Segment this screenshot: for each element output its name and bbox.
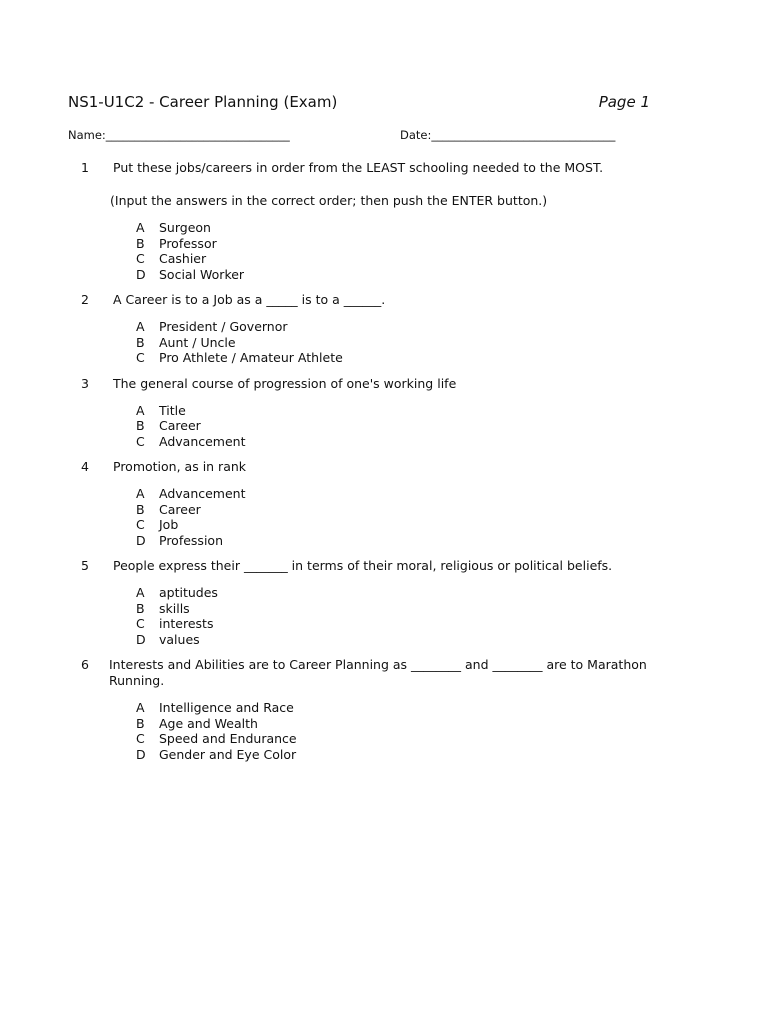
- option-letter: D: [136, 746, 146, 762]
- option-b: [136, 716, 668, 732]
- option-b: [136, 335, 668, 351]
- option-text: Advancement: [159, 433, 246, 449]
- question-number: 1: [81, 160, 89, 175]
- option-c: [136, 731, 668, 747]
- option-letter: B: [136, 418, 145, 433]
- option-letter: A: [136, 486, 145, 501]
- option-a: [136, 319, 668, 335]
- option-text: Cashier: [159, 251, 207, 266]
- question-number: 6: [81, 657, 89, 672]
- option-b: [136, 236, 668, 252]
- option-text: Surgeon: [159, 220, 211, 235]
- question-number: 3: [81, 375, 89, 391]
- option-text: values: [159, 631, 200, 647]
- question-text: Interests and Abilities are to Career Planning as ________ and ________ are to Marathon Running.: [109, 657, 647, 688]
- option-text: Speed and Endurance: [159, 731, 297, 746]
- option-c: [136, 251, 668, 267]
- option-letter: B: [136, 235, 145, 251]
- option-letter: D: [136, 266, 146, 282]
- option-d: [136, 632, 668, 648]
- question-4: [68, 459, 668, 548]
- question-6: [68, 657, 668, 762]
- option-letter: A: [136, 700, 145, 715]
- question-2: [68, 292, 668, 366]
- question-text: The general course of progression of one's working life: [113, 375, 457, 391]
- option-c: [136, 434, 668, 450]
- option-text: Advancement: [159, 486, 246, 501]
- date-field: Date:________________________________: [400, 128, 616, 142]
- option-list: [136, 319, 668, 366]
- option-a: [136, 700, 668, 716]
- option-letter: A: [136, 585, 145, 600]
- option-letter: B: [136, 600, 145, 616]
- option-a: [136, 220, 668, 236]
- option-text: Profession: [159, 532, 223, 548]
- question-note: (Input the answers in the correct order; then push the ENTER button.): [110, 193, 548, 208]
- question-text: People express their _______ in terms of their moral, religious or political beliefs.: [113, 558, 613, 573]
- question-text: Put these jobs/careers in order from the LEAST schooling needed to the MOST.: [113, 160, 604, 175]
- option-c: [136, 616, 668, 632]
- option-text: Age and Wealth: [159, 715, 258, 731]
- option-list: [136, 220, 668, 282]
- option-text: President / Governor: [159, 319, 288, 334]
- option-list: [136, 700, 668, 762]
- question-list: [68, 160, 668, 772]
- option-letter: B: [136, 715, 145, 731]
- option-text: Aunt / Uncle: [159, 334, 236, 350]
- option-d: [136, 267, 668, 283]
- exam-title: NS1-U1C2 - Career Planning (Exam): [68, 93, 338, 111]
- question-number: 5: [81, 558, 89, 573]
- option-text: skills: [159, 600, 190, 616]
- question-number: 2: [81, 292, 89, 307]
- option-letter: C: [136, 616, 145, 631]
- option-c: [136, 350, 668, 366]
- question-3: [68, 376, 668, 450]
- option-letter: A: [136, 402, 145, 418]
- option-letter: C: [136, 517, 145, 532]
- option-text: interests: [159, 616, 214, 631]
- option-letter: B: [136, 501, 145, 517]
- option-b: [136, 502, 668, 518]
- option-text: Pro Athlete / Amateur Athlete: [159, 350, 343, 365]
- option-text: Social Worker: [159, 266, 245, 282]
- option-text: Career: [159, 501, 201, 517]
- option-d: [136, 747, 668, 763]
- option-a: [136, 585, 668, 601]
- question-5: [68, 558, 668, 647]
- option-text: aptitudes: [159, 585, 218, 600]
- option-list: [136, 403, 668, 450]
- option-d: [136, 533, 668, 549]
- question-text: A Career is to a Job as a _____ is to a ______.: [113, 292, 386, 307]
- option-letter: D: [136, 532, 146, 548]
- option-text: Job: [159, 517, 179, 532]
- option-a: [136, 403, 668, 419]
- option-c: [136, 517, 668, 533]
- option-text: Intelligence and Race: [159, 700, 294, 715]
- option-letter: D: [136, 631, 146, 647]
- option-text: Gender and Eye Color: [159, 746, 297, 762]
- option-letter: C: [136, 251, 145, 266]
- option-letter: A: [136, 220, 145, 235]
- option-letter: A: [136, 319, 145, 334]
- page-header: [68, 93, 650, 115]
- option-a: [136, 486, 668, 502]
- option-letter: B: [136, 334, 145, 350]
- option-text: Career: [159, 418, 201, 433]
- option-letter: C: [136, 433, 145, 449]
- question-text: Promotion, as in rank: [113, 459, 247, 474]
- option-list: [136, 486, 668, 548]
- option-b: [136, 601, 668, 617]
- option-text: Professor: [159, 235, 217, 251]
- page-number: Page 1: [598, 93, 650, 111]
- option-b: [136, 418, 668, 434]
- name-field: Name:________________________________: [68, 128, 290, 142]
- option-text: Title: [159, 402, 186, 418]
- question-number: 4: [81, 459, 89, 474]
- option-list: [136, 585, 668, 647]
- option-letter: C: [136, 350, 145, 365]
- option-letter: C: [136, 731, 145, 746]
- question-1: [68, 160, 668, 282]
